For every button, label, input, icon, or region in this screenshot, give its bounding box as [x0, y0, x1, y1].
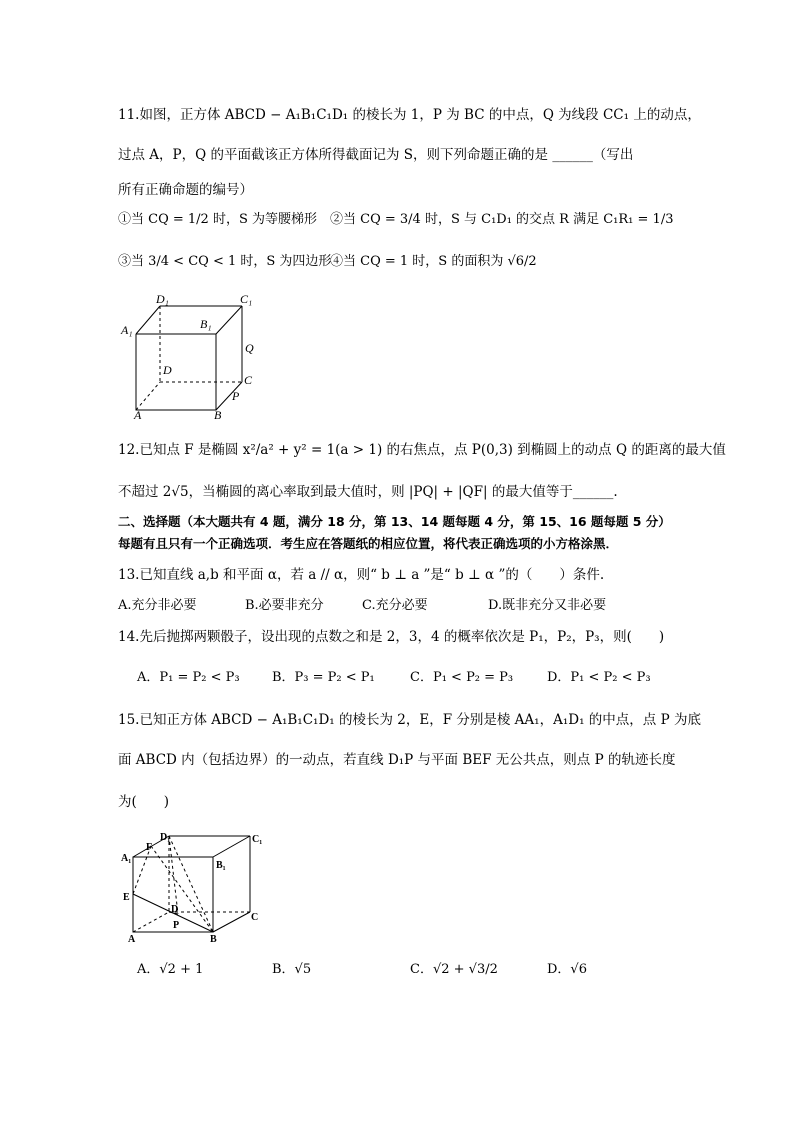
q13-option-c: C.充分必要: [362, 598, 428, 613]
q11-option-3: ③当 3/4 < CQ < 1 时，S 为四边形: [118, 254, 332, 269]
q12-line-2: 不超过 2√5，当椭圆的离心率取到最大值时，则 |PQ| + |QF| 的最大值等于______.: [118, 484, 618, 500]
segment-d1-b: [169, 836, 213, 932]
label-b: B: [214, 408, 222, 420]
q15-cube-figure: [118, 828, 278, 946]
q13-option-b: B.必要非充分: [245, 598, 324, 613]
edge-a-d-hidden: [133, 912, 169, 932]
label-e: E: [123, 892, 130, 903]
q14-option-b: B．P₃ = P₂ < P₁: [272, 670, 375, 685]
q13-option-a: A.充分非必要: [118, 598, 197, 613]
label-d1: D₁: [156, 292, 169, 306]
label-b: B: [210, 934, 217, 945]
q11-option-2: ②当 CQ = 3/4 时，S 与 C₁D₁ 的交点 R 满足 C₁R₁ = 1/3: [330, 212, 674, 227]
label-d: D: [171, 904, 179, 915]
q15-option-b: B．√5: [272, 962, 312, 977]
q13-option-d: D.既非充分又非必要: [488, 598, 607, 613]
label-a: A: [134, 408, 142, 420]
q14-option-a: A．P₁ = P₂ < P₃: [137, 670, 240, 685]
q15-line-3: 为( ): [118, 794, 170, 810]
q11-line-2: 过点 A，P，Q 的平面截该正方体所得截面记为 S，则下列命题正确的是 ______（写出: [118, 147, 634, 163]
label-a1: A₁: [121, 323, 133, 337]
segment-f-e: [133, 846, 151, 894]
label-c1: C₁: [240, 292, 253, 306]
label-p: P: [232, 389, 240, 403]
label-c1: C₁: [252, 834, 263, 845]
label-b1: B₁: [216, 860, 226, 871]
label-q: Q: [245, 341, 254, 355]
q15-option-d: D．√6: [547, 962, 587, 977]
edge-b1-c1: [213, 836, 250, 857]
label-a: A: [128, 934, 136, 945]
q14-option-c: C．P₁ < P₂ = P₃: [410, 670, 514, 685]
edge-a1-d1: [136, 306, 160, 334]
segment-d1-p: [169, 836, 178, 914]
q14-stem: 14.先后抛掷两颗骰子，设出现的点数之和是 2，3，4 的概率依次是 P₁，P₂，P₃，则( ): [118, 629, 665, 645]
q15-line-2: 面 ABCD 内（包括边界）的一动点，若直线 D₁P 与平面 BEF 无公共点，则点 P 的轨迹长度: [118, 752, 676, 768]
label-f: F: [146, 842, 153, 853]
q11-line-1: 11.如图，正方体 ABCD − A₁B₁C₁D₁ 的棱长为 1，P 为 BC 的中点，Q 为线段 CC₁ 上的动点，: [118, 107, 701, 123]
q14-option-d: D．P₁ < P₂ < P₃: [547, 670, 651, 685]
label-d: D: [163, 363, 172, 377]
q11-option-4: ④当 CQ = 1 时，S 的面积为 √6/2: [330, 254, 537, 269]
label-c: C: [251, 912, 259, 923]
q11-line-3: 所有正确命题的编号）: [118, 182, 253, 198]
q15-line-1: 15.已知正方体 ABCD − A₁B₁C₁D₁ 的棱长为 2，E，F 分别是棱 AA₁，A₁D₁ 的中点，点 P 为底: [118, 712, 701, 728]
label-p: P: [173, 920, 180, 931]
label-a1: A₁: [121, 853, 132, 864]
section-2-heading: 二、选择题（本大题共有 4 题，满分 18 分，第 13、14 题每题 4 分，第 15、16 题每题 5 分）: [118, 514, 671, 529]
section-2-instructions: 每题有且只有一个正确选项．考生应在答题纸的相应位置，将代表正确选项的小方格涂黑．: [118, 536, 619, 551]
q11-option-1: ①当 CQ = 1/2 时，S 为等腰梯形: [118, 212, 317, 227]
q15-option-a: A．√2 + 1: [137, 962, 204, 977]
q13-stem: 13.已知直线 a,b 和平面 α，若 a // α，则“ b ⊥ a ”是“ b ⊥ α ”的（ ）条件.: [118, 567, 605, 583]
label-c: C: [244, 373, 253, 387]
q12-line-1: 12.已知点 F 是椭圆 x²/a² + y² = 1(a > 1) 的右焦点，点 P(0,3) 到椭圆上的动点 Q 的距离的最大值: [118, 442, 726, 458]
edge-b1-c1: [216, 306, 242, 334]
segment-f-b: [151, 846, 213, 932]
label-d1: D₁: [160, 832, 171, 843]
q11-cube-figure: [118, 292, 268, 420]
edge-b-c: [213, 912, 250, 932]
edge-a-d-hidden: [136, 382, 160, 410]
cube-front-face: [136, 334, 216, 410]
label-b1: B₁: [200, 317, 212, 331]
q15-option-c: C．√2 + √3/2: [410, 962, 498, 977]
